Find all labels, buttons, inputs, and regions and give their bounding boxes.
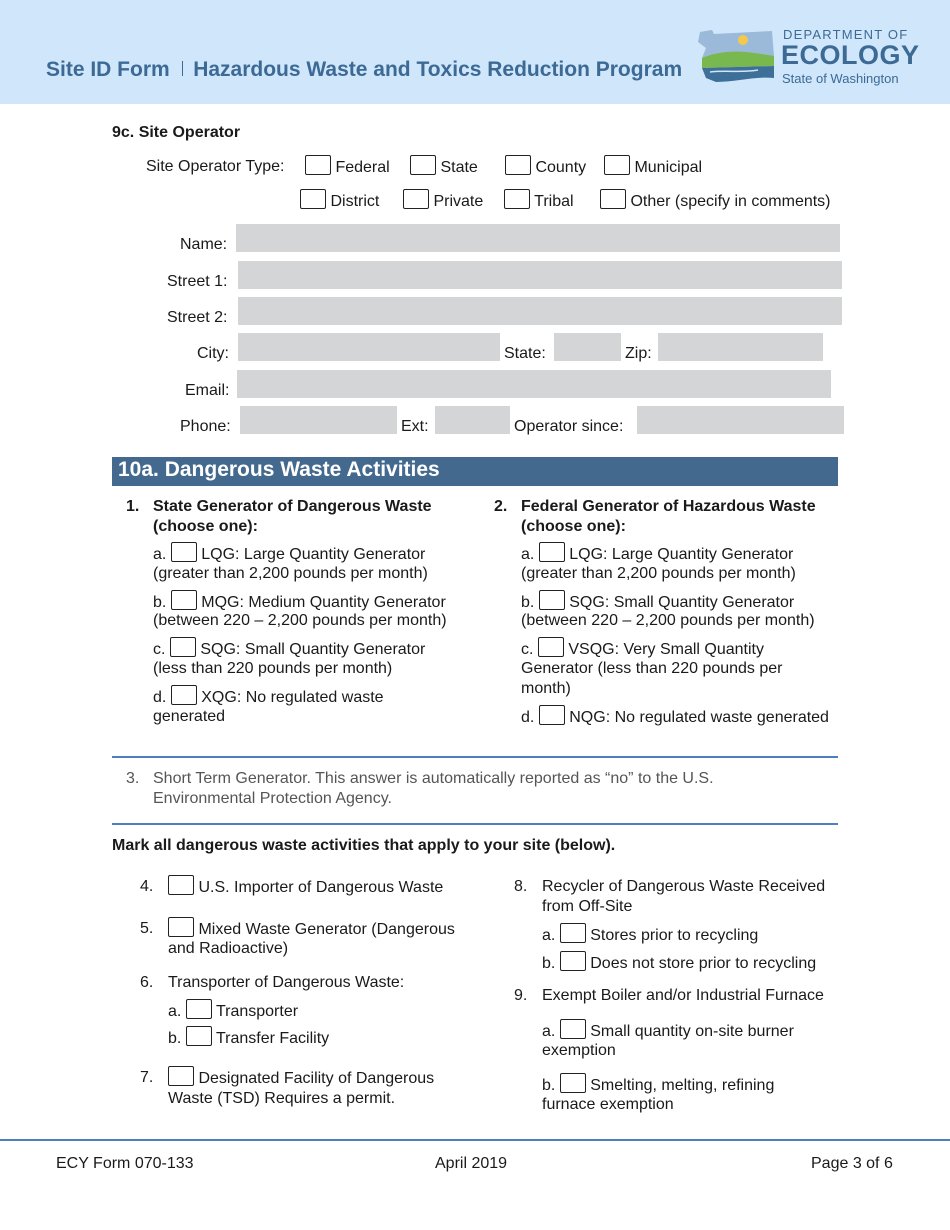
importer-checkbox[interactable] [168,875,194,895]
option-letter: b. [542,1077,556,1094]
option-text: SQG: Small Quantity Generator [200,641,426,658]
operator-since-label: Operator since: [514,418,624,435]
footer-form-number: ECY Form 070-133 [56,1155,194,1172]
option-text: LQG: Large Quantity Generator [201,546,426,563]
state-input[interactable] [554,333,621,361]
mark-all-instruction: Mark all dangerous waste activities that apply to your site (below). [112,837,616,854]
fed-gen-option-c-detail-1: Generator (less than 220 pounds per [521,660,783,677]
fed-gen-option-a-detail: (greater than 2,200 pounds per month) [521,565,796,582]
street2-input[interactable] [238,297,842,325]
street1-input[interactable] [238,261,842,289]
item-6-number: 6. [140,974,154,991]
stores-prior-checkbox[interactable] [560,923,586,943]
state-xqg-checkbox[interactable] [171,685,197,705]
federal-checkbox[interactable] [305,155,331,175]
fed-gen-title-2: (choose one): [521,518,626,535]
short-term-text-1: Short Term Generator. This answer is automatically reported as “no” to the U.S. [153,770,714,787]
fed-gen-number: 2. [494,498,508,515]
option-text: Does not store prior to recycling [590,955,817,972]
item-9-option-b-detail: furnace exemption [542,1096,674,1113]
item-9-number: 9. [514,987,528,1004]
item-6-option-a[interactable] [168,999,298,1021]
option-text: Stores prior to recycling [590,927,759,944]
name-input[interactable] [236,224,840,252]
item-5-mixed-waste[interactable] [168,917,455,939]
item-4-importer[interactable] [168,875,443,897]
logo-state-text: State of Washington [782,71,899,86]
county-checkbox[interactable] [505,155,531,175]
option-text: SQG: Small Quantity Generator [569,594,795,611]
fed-gen-option-c[interactable] [521,637,764,659]
email-input[interactable] [237,370,831,398]
option-letter: d. [521,709,535,726]
fed-vsqg-checkbox[interactable] [538,637,564,657]
option-text: Transporter [215,1003,299,1020]
operator-type-tribal[interactable] [504,189,574,211]
state-label: State [440,159,478,176]
operator-type-county[interactable] [505,155,586,177]
tsd-checkbox[interactable] [168,1066,194,1086]
option-letter: b. [168,1030,182,1047]
option-letter: a. [153,546,167,563]
operator-since-input[interactable] [637,406,844,434]
option-text: MQG: Medium Quantity Generator [201,594,446,611]
state-gen-option-c-detail: (less than 220 pounds per month) [153,660,393,677]
municipal-checkbox[interactable] [604,155,630,175]
item-5-number: 5. [140,920,154,937]
program-name: Hazardous Waste and Toxics Reduction Program [193,58,683,81]
item-8-option-a[interactable] [542,923,758,945]
state-gen-title-1: State Generator of Dangerous Waste [153,498,432,515]
operator-type-label: Site Operator Type: [146,158,285,175]
ext-label: Ext: [401,418,429,435]
washington-state-logo-icon [696,26,778,88]
operator-type-district[interactable] [300,189,379,211]
option-letter: a. [542,927,556,944]
fed-sqg-checkbox[interactable] [539,590,565,610]
transporter-checkbox[interactable] [186,999,212,1019]
short-term-number: 3. [126,770,140,787]
operator-type-other[interactable] [600,189,831,211]
operator-type-private[interactable] [403,189,483,211]
fed-gen-option-c-detail-2: month) [521,680,571,697]
transfer-facility-checkbox[interactable] [186,1026,212,1046]
city-label: City: [197,345,229,362]
item-5-text-2: and Radioactive) [168,940,289,957]
item-6-text: Transporter of Dangerous Waste: [168,974,405,991]
divider-top [112,756,838,758]
city-input[interactable] [238,333,500,361]
municipal-label: Municipal [634,159,703,176]
option-letter: a. [542,1023,556,1040]
state-sqg-checkbox[interactable] [170,637,196,657]
footer-rule [0,1139,950,1141]
does-not-store-checkbox[interactable] [560,951,586,971]
footer-date: April 2019 [435,1155,508,1172]
state-gen-option-c[interactable] [153,637,425,659]
option-letter: c. [521,641,534,658]
item-8-text-1: Recycler of Dangerous Waste Received [542,878,826,895]
email-label: Email: [185,382,230,399]
state-field-label: State: [504,345,546,362]
option-letter: c. [153,641,166,658]
option-text: Small quantity on-site burner [590,1023,794,1040]
ext-input[interactable] [435,406,510,434]
district-label: District [330,193,380,210]
operator-heading: 9c. Site Operator [112,124,241,141]
street1-label: Street 1: [167,273,228,290]
small-burner-checkbox[interactable] [560,1019,586,1039]
option-text: Smelting, melting, refining [590,1077,775,1094]
divider-bottom [112,823,838,825]
state-gen-option-d[interactable] [153,685,384,707]
state-gen-option-a-detail: (greater than 2,200 pounds per month) [153,565,428,582]
other-checkbox[interactable] [600,189,626,209]
option-text: Transfer Facility [215,1030,330,1047]
option-text: XQG: No regulated waste [201,689,384,706]
zip-input[interactable] [658,333,823,361]
zip-label: Zip: [625,345,652,362]
phone-input[interactable] [240,406,397,434]
state-gen-option-a[interactable] [153,542,425,564]
state-gen-number: 1. [126,498,140,515]
state-checkbox[interactable] [410,155,436,175]
item-7-number: 7. [140,1069,154,1086]
federal-label: Federal [335,159,390,176]
other-label: Other (specify in comments) [630,193,831,210]
private-checkbox[interactable] [403,189,429,209]
option-letter: a. [168,1003,182,1020]
state-gen-title-2: (choose one): [153,518,258,535]
form-name: Site ID Form [46,58,170,81]
mixed-waste-checkbox[interactable] [168,917,194,937]
state-gen-option-b-detail: (between 220 – 2,200 pounds per month) [153,612,447,629]
fed-gen-option-b-detail: (between 220 – 2,200 pounds per month) [521,612,815,629]
operator-type-state[interactable] [410,155,478,177]
short-term-text-2: Environmental Protection Agency. [153,790,392,807]
item-6-option-b[interactable] [168,1026,329,1048]
item-5-text: Mixed Waste Generator (Dangerous [198,921,455,938]
header-title [46,58,682,82]
footer-page-number: Page 3 of 6 [811,1155,893,1172]
state-gen-option-d-detail: generated [153,708,226,725]
title-divider [182,61,184,76]
fed-gen-option-b[interactable] [521,590,794,612]
phone-label: Phone: [180,418,231,435]
item-7-text: Designated Facility of Dangerous [198,1070,435,1087]
state-lqg-checkbox[interactable] [171,542,197,562]
option-letter: d. [153,689,167,706]
item-8-option-b[interactable] [542,951,816,973]
item-9-option-a[interactable] [542,1019,794,1041]
smelting-checkbox[interactable] [560,1073,586,1093]
operator-type-municipal[interactable] [604,155,702,177]
fed-gen-option-a[interactable] [521,542,793,564]
street2-label: Street 2: [167,309,228,326]
item-9-option-a-detail: exemption [542,1042,616,1059]
fed-gen-option-d[interactable] [521,705,829,727]
item-4-number: 4. [140,878,154,895]
item-7-tsd[interactable] [168,1066,434,1088]
fed-lqg-checkbox[interactable] [539,542,565,562]
name-label: Name: [180,236,228,253]
option-text: NQG: No regulated waste generated [569,709,829,726]
fed-gen-title-1: Federal Generator of Hazardous Waste [521,498,816,515]
logo-ecology-text: ECOLOGY [781,40,920,70]
tribal-checkbox[interactable] [504,189,530,209]
item-8-number: 8. [514,878,528,895]
option-text: VSQG: Very Small Quantity [568,641,764,658]
county-label: County [535,159,587,176]
item-4-text: U.S. Importer of Dangerous Waste [198,879,444,896]
logo-department-text: DEPARTMENT OF [783,27,909,42]
option-letter: b. [521,594,535,611]
state-mqg-checkbox[interactable] [171,590,197,610]
state-gen-option-b[interactable] [153,590,446,612]
fed-nqg-checkbox[interactable] [539,705,565,725]
item-8-text-2: from Off-Site [542,898,633,915]
private-label: Private [433,193,484,210]
item-7-text-2: Waste (TSD) Requires a permit. [168,1090,396,1107]
option-letter: b. [153,594,167,611]
district-checkbox[interactable] [300,189,326,209]
option-text: LQG: Large Quantity Generator [569,546,794,563]
item-9-option-b[interactable] [542,1073,774,1095]
option-letter: b. [542,955,556,972]
item-9-text: Exempt Boiler and/or Industrial Furnace [542,987,824,1004]
option-letter: a. [521,546,535,563]
section-title-bar: 10a. Dangerous Waste Activities [112,457,838,486]
operator-type-federal[interactable] [305,155,390,177]
tribal-label: Tribal [534,193,574,210]
